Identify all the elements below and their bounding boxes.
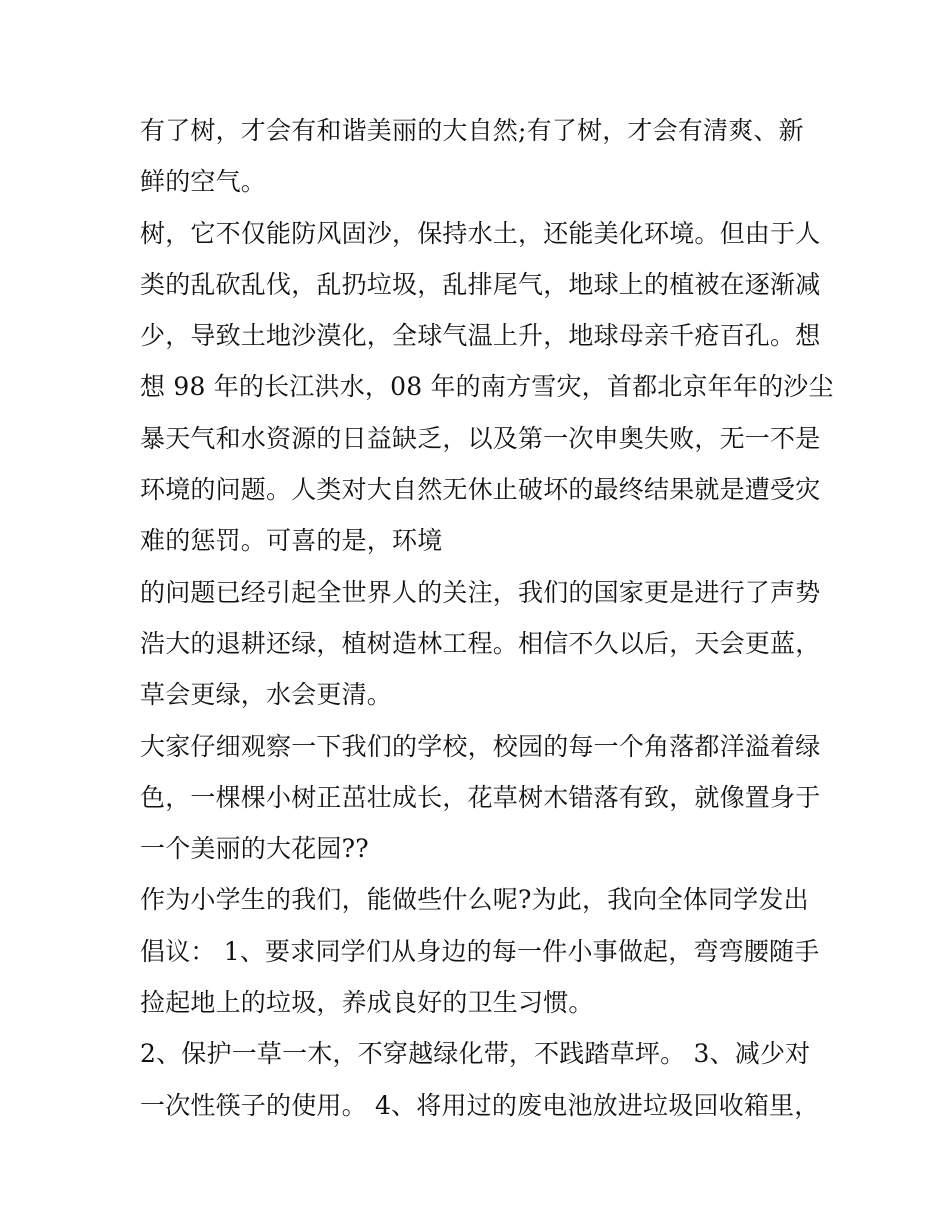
text-line: 环境的问题。人类对大自然无休止破坏的最终结果就是遭受灾: [140, 475, 821, 505]
text-line: 作为小学生的我们，能做些什么呢?为此，我向全体同学发出: [140, 885, 809, 915]
text-line: 一个美丽的大花园??: [140, 834, 369, 864]
text-line: 的问题已经引起全世界人的关注，我们的国家更是进行了声势: [140, 577, 821, 607]
text-line: 大家仔细观察一下我们的学校，校园的每一个角落都洋溢着绿: [140, 731, 821, 761]
text-line: 浩大的退耕还绿，植树造林工程。相信不久以后，天会更蓝，: [140, 628, 821, 658]
text-line: 难的惩罚。可喜的是，环境: [140, 526, 443, 556]
text-line: 想 98 年的长江洪水，08 年的南方雪灾，首都北京年年的沙尘: [140, 372, 834, 402]
text-line: 类的乱砍乱伐，乱扔垃圾，乱排尾气，地球上的植被在逐渐减: [140, 269, 821, 299]
text-line: 倡议： 1、要求同学们从身边的每一件小事做起，弯弯腰随手: [140, 936, 820, 966]
text-line: 鲜的空气。: [140, 167, 267, 197]
text-line: 2、保护一草一木，不穿越绿化带，不践踏草坪。 3、减少对: [140, 1039, 811, 1069]
text-line: 色，一棵棵小树正茁壮成长，花草树木错落有致，就像置身于: [140, 782, 821, 812]
text-line: 草会更绿，水会更清。: [140, 680, 393, 710]
text-line: 有了树，才会有和谐美丽的大自然;有了树，才会有清爽、新: [140, 116, 804, 145]
text-line: 一次性筷子的使用。 4、将用过的废电池放进垃圾回收箱里，: [140, 1090, 820, 1120]
text-line: 少，导致土地沙漠化，全球气温上升，地球母亲千疮百孔。想: [140, 321, 821, 351]
text-line: 捡起地上的垃圾，养成良好的卫生习惯。: [140, 988, 594, 1018]
text-line: 树，它不仅能防风固沙，保持水土，还能美化环境。但由于人: [140, 218, 821, 248]
document-body: [140, 105, 834, 1131]
text-line: 暴天气和水资源的日益缺乏，以及第一次申奥失败，无一不是: [140, 423, 821, 453]
